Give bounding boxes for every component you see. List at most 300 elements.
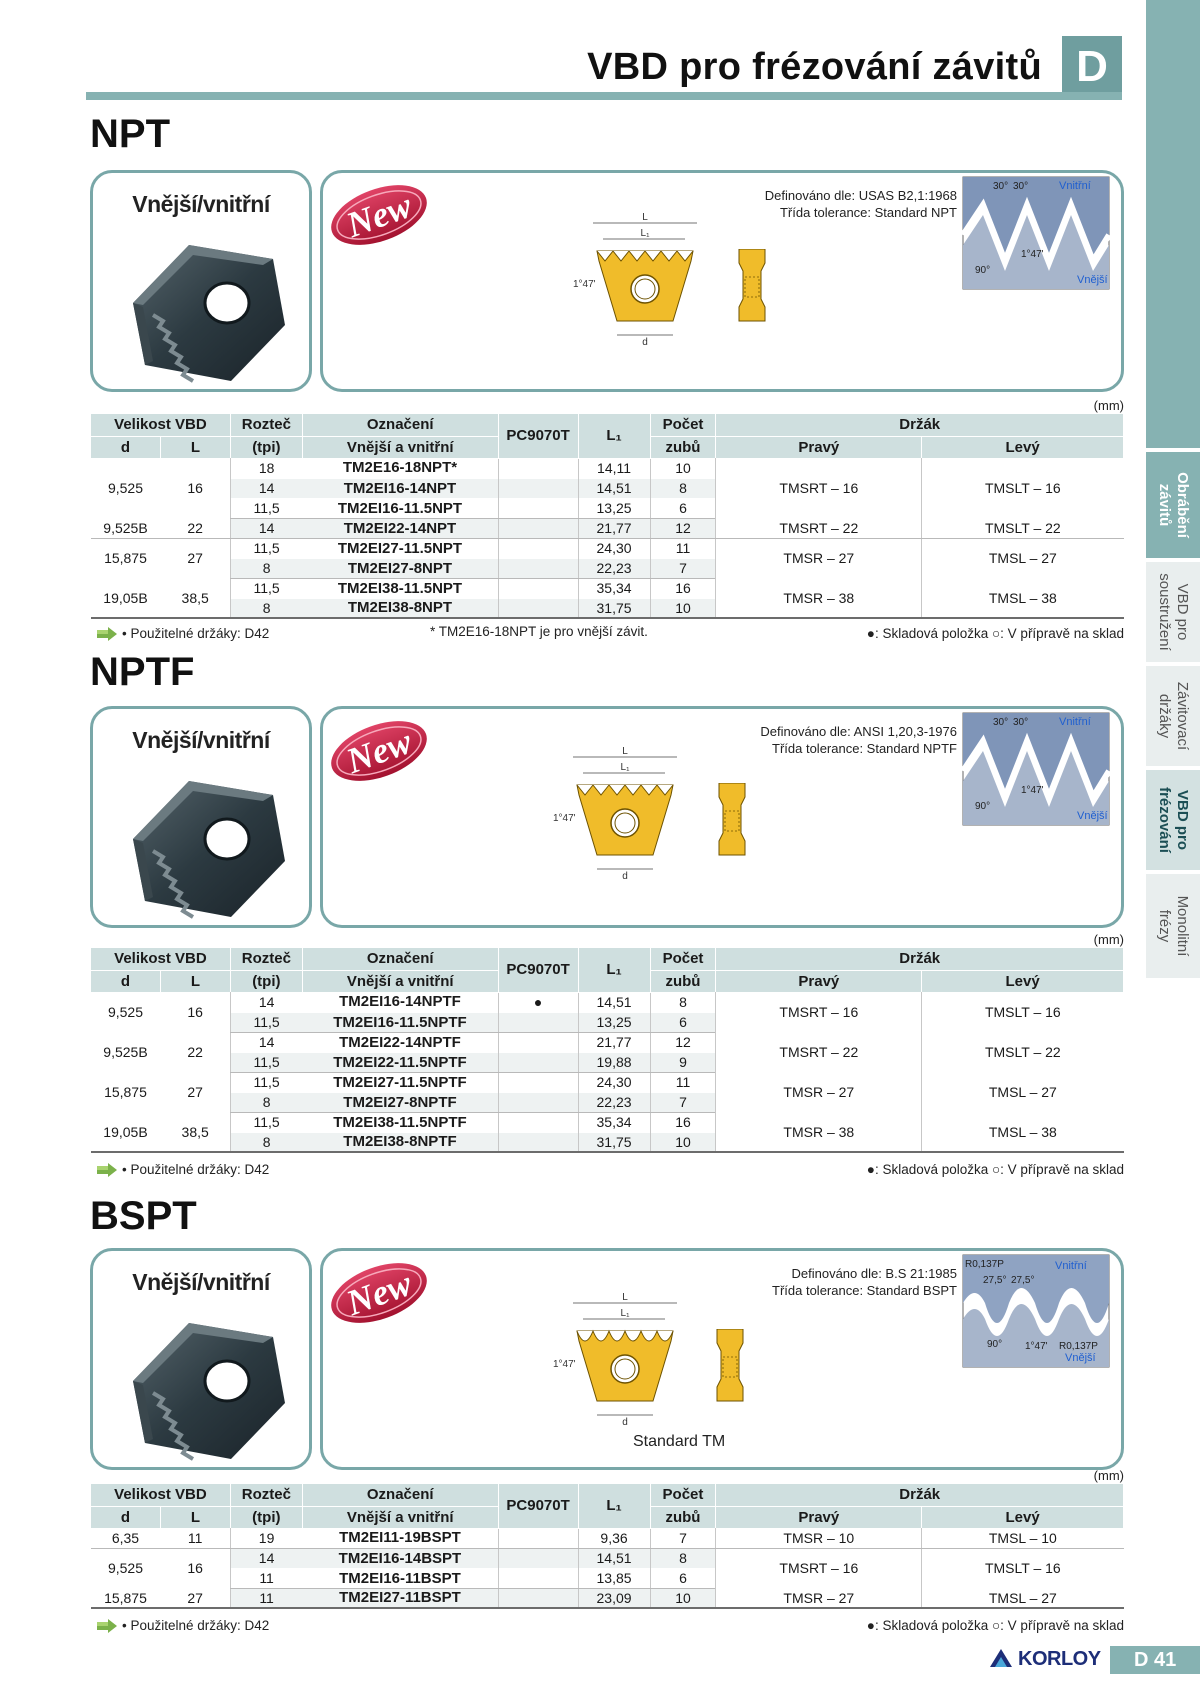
cell-tpi: 11,5: [230, 1112, 302, 1132]
cell-holder-left: TMSL – 10: [922, 1528, 1124, 1548]
cell-holder-left: TMSL – 38: [922, 1112, 1124, 1152]
bspt-insert-drawing: [553, 1291, 693, 1431]
cell-d: 9,525B: [91, 518, 161, 538]
cell-stock: [498, 578, 578, 598]
thread-outer-label: Vnější: [1077, 274, 1108, 286]
angle-275-label: 27,5°: [1011, 1275, 1035, 1286]
col-header-l: L: [160, 970, 230, 992]
col-header-d: d: [91, 970, 161, 992]
cell-l: 22: [160, 518, 230, 538]
stock-legend: ●: Skladová položka ○: V přípravě na sklad: [866, 626, 1124, 641]
cell-stock: [498, 458, 578, 478]
col-header-holder: Držák: [716, 1484, 1124, 1506]
cell-designation: TM2EI27-11BSPT: [302, 1588, 498, 1608]
cell-tpi: 14: [230, 992, 302, 1012]
cell-l: 16: [187, 1560, 203, 1576]
stock-legend: ●: Skladová položka ○: V přípravě na sklad: [866, 1162, 1124, 1177]
sidebar-tab-turning-inserts[interactable]: [1146, 562, 1200, 662]
npt-image-label: Vnější/vnitřní: [132, 191, 270, 217]
cell-stock: [498, 518, 578, 538]
cell-tpi: 11,5: [230, 1072, 302, 1092]
cell-designation: TM2EI22-14NPT: [302, 518, 498, 538]
cell-designation: TM2EI16-11BSPT: [302, 1568, 498, 1588]
cell-stock: [498, 1588, 578, 1608]
table-row: [91, 992, 1124, 1012]
dim-l1-label: L₁: [620, 762, 630, 773]
holders-text: • Použitelné držáky: D42: [122, 1618, 270, 1633]
header-rule: [86, 92, 1122, 100]
col-header-d: d: [91, 436, 161, 458]
cell-designation: TM2EI22-14NPTF: [339, 1033, 461, 1051]
table-row: [91, 458, 1124, 478]
new-badge-icon: [331, 185, 431, 255]
angle-90-label: 90°: [975, 265, 991, 276]
cell-l1: 13,25: [578, 498, 650, 518]
cell-l: 22: [187, 1044, 203, 1060]
cell-holder-right: TMSRT – 22: [716, 1032, 922, 1072]
col-header-ext-int: Vnější a vnitřní: [302, 1506, 498, 1528]
stock-legend: ●: Skladová položka ○: V přípravě na sklad: [866, 1618, 1124, 1633]
table-row: [91, 578, 1124, 598]
page-number: D 41: [1110, 1646, 1200, 1674]
cell-designation: TM2EI16-14NPT: [302, 478, 498, 498]
cell-l1: 14,51: [578, 478, 650, 498]
sidebar-tab-solid-mills[interactable]: [1146, 874, 1200, 978]
col-header-grade: PC9070T: [498, 414, 578, 458]
thread-inner-label: Vnitřní: [1059, 716, 1091, 728]
bspt-section-title: BSPT: [90, 1194, 197, 1238]
cell-l: 27: [187, 1084, 203, 1100]
cell-l1: 24,30: [578, 1072, 650, 1092]
cell-tpi: 11,5: [230, 498, 302, 518]
cell-tpi: 11: [230, 1588, 302, 1608]
cell-teeth: 16: [650, 1112, 716, 1132]
cell-l: 38,5: [181, 589, 209, 606]
cell-stock: [498, 1568, 578, 1588]
cell-teeth: 6: [650, 1012, 716, 1032]
cell-tpi: 14: [230, 1548, 302, 1568]
npt-holders-note: [96, 626, 269, 641]
cell-stock: [498, 1528, 578, 1548]
col-header-size: Velikost VBD: [91, 414, 231, 436]
col-header-designation: Označení: [302, 414, 498, 436]
angle-30-label: 30°: [1013, 717, 1029, 728]
cell-holder-right: TMSR – 27: [716, 538, 922, 578]
sidebar-tab-milling-inserts[interactable]: [1146, 770, 1200, 870]
col-header-teeth: Počet: [650, 948, 716, 970]
insert-photo-icon: [123, 781, 293, 921]
angle-147-label: 1°47': [1021, 249, 1044, 260]
thread-inner-label: Vnitřní: [1059, 180, 1091, 192]
cell-l: 11: [160, 1528, 230, 1548]
cell-tpi: 11,5: [230, 1052, 302, 1072]
cell-holder-left: TMSLT – 16: [922, 458, 1124, 518]
col-header-pitch: Rozteč: [230, 1484, 302, 1506]
table-row: [91, 1588, 1124, 1608]
cell-tpi: 8: [230, 1092, 302, 1112]
col-header-teeth-sub: zubů: [650, 436, 716, 458]
cell-holder-left: TMSL – 27: [922, 1588, 1124, 1608]
cell-teeth: 16: [650, 578, 716, 598]
sidebar-tab-threading[interactable]: [1146, 452, 1200, 558]
holders-text: • Použitelné držáky: D42: [122, 626, 270, 641]
cell-teeth: 6: [650, 498, 716, 518]
col-header-pitch: Rozteč: [230, 414, 302, 436]
cell-teeth: 12: [650, 1032, 716, 1052]
cell-stock: [498, 1132, 578, 1152]
sidebar-tab-label: VBD pro frézování: [1156, 787, 1191, 853]
cell-l1: 14,51: [578, 992, 650, 1012]
angle-90-label: 90°: [975, 801, 991, 812]
cell-holder-right: TMSR – 10: [716, 1528, 922, 1548]
cell-d: 9,525: [107, 479, 143, 496]
col-header-size: Velikost VBD: [91, 948, 231, 970]
cell-teeth: 11: [650, 1072, 716, 1092]
thread-profile-icon: [961, 711, 1111, 831]
cell-l: 16: [187, 1003, 203, 1020]
cell-tpi: 11: [230, 1568, 302, 1588]
angle-147-label: 1°47': [573, 279, 596, 290]
nptf-section-title: NPTF: [90, 650, 195, 694]
thread-profile-icon: [961, 1253, 1111, 1373]
cell-holder-left: TMSLT – 22: [922, 1032, 1124, 1072]
sidebar-tab-label: Monolitní frézy: [1156, 895, 1191, 957]
cell-teeth: 12: [650, 518, 716, 538]
table-row: [91, 1072, 1124, 1092]
radius-label: R0,137P: [965, 1259, 1004, 1270]
cell-l1: 9,36: [578, 1528, 650, 1548]
npt-definition-standard: Definováno dle: USAS B2,1:1968: [764, 188, 957, 203]
cell-tpi: 18: [230, 458, 302, 478]
cell-teeth: 9: [650, 1052, 716, 1072]
table-row: [91, 1032, 1124, 1052]
cell-designation: TM2EI38-8NPTF: [302, 1132, 498, 1152]
arrow-icon: [96, 627, 118, 641]
side-view-icon: [715, 783, 751, 859]
cell-stock: [498, 1072, 578, 1092]
bspt-product-image-panel: [90, 1248, 312, 1470]
table-row: [91, 1112, 1124, 1132]
col-header-left: Levý: [922, 1506, 1124, 1528]
dim-l-label: L: [642, 212, 648, 223]
dim-l1-label: L₁: [640, 228, 650, 239]
cell-designation: TM2EI38-8NPT: [302, 598, 498, 618]
cell-teeth: 10: [650, 598, 716, 618]
section-letter-badge: D: [1062, 36, 1122, 98]
dim-d-label: d: [622, 1417, 628, 1428]
cell-stock: [498, 538, 578, 558]
table-row: [91, 1548, 1124, 1568]
col-header-right: Pravý: [716, 970, 922, 992]
angle-147-label: 1°47': [1025, 1341, 1048, 1352]
cell-stock: [498, 558, 578, 578]
cell-tpi: 8: [230, 598, 302, 618]
npt-drawing-panel: [320, 170, 1124, 392]
col-header-teeth: Počet: [650, 1484, 716, 1506]
cell-l: 27: [160, 1588, 230, 1608]
radius-label: R0,137P: [1059, 1341, 1098, 1352]
bspt-definition-tolerance: Třída tolerance: Standard BSPT: [772, 1283, 957, 1298]
nptf-product-image-panel: [90, 706, 312, 928]
npt-product-image-panel: [90, 170, 312, 392]
cell-holder-left: TMSL – 27: [922, 538, 1124, 578]
col-header-ext-int: Vnější a vnitřní: [302, 970, 498, 992]
unit-label: (mm): [1093, 1468, 1124, 1483]
sidebar-tab-label: VBD pro soustružení: [1156, 573, 1191, 651]
angle-147-label: 1°47': [1021, 785, 1044, 796]
angle-275-label: 27,5°: [983, 1275, 1007, 1286]
cell-designation: TM2EI16-11.5NPT: [302, 498, 498, 518]
angle-30-label: 30°: [993, 717, 1009, 728]
cell-d: 6,35: [91, 1528, 161, 1548]
new-badge-icon: [331, 721, 431, 791]
unit-label: (mm): [1093, 398, 1124, 413]
arrow-icon: [96, 1619, 118, 1633]
brand-logo: [988, 1646, 1101, 1672]
nptf-insert-drawing: [553, 745, 693, 885]
table-row: [91, 518, 1124, 538]
cell-stock: [498, 1052, 578, 1072]
insert-photo-icon: [123, 1323, 293, 1463]
dim-d-label: d: [622, 871, 628, 882]
col-header-d: d: [91, 1506, 161, 1528]
col-header-grade: PC9070T: [498, 1484, 578, 1528]
side-view-icon: [735, 249, 771, 325]
brand-name: KORLOY: [1018, 1647, 1101, 1670]
cell-l: 38,5: [181, 1123, 209, 1140]
npt-definition: [765, 187, 957, 221]
holders-text: • Použitelné držáky: D42: [122, 1162, 270, 1177]
sidebar-tab-thread-holders[interactable]: [1146, 666, 1200, 766]
cell-designation: TM2EI16-14BSPT: [302, 1548, 498, 1568]
col-header-size: Velikost VBD: [91, 1484, 231, 1506]
cell-d: 19,05B: [103, 589, 148, 606]
cell-stock: [498, 1012, 578, 1032]
cell-tpi: 11,5: [230, 1012, 302, 1032]
cell-stock: [498, 478, 578, 498]
cell-stock: [498, 1032, 578, 1052]
page-title: VBD pro frézování závitů: [587, 46, 1042, 88]
cell-stock: [498, 1112, 578, 1132]
dim-l1-label: L₁: [620, 1308, 630, 1319]
angle-147-label: 1°47': [553, 1359, 576, 1370]
cell-holder-right: TMSRT – 16: [716, 458, 922, 518]
cell-teeth: 8: [650, 1548, 716, 1568]
cell-holder-right: TMSRT – 16: [716, 992, 922, 1032]
col-header-grade: PC9070T: [498, 948, 578, 992]
npt-spec-table: [90, 414, 1124, 619]
cell-l1: 14,11: [578, 458, 650, 478]
cell-stock: ●: [498, 992, 578, 1012]
chapter-sidebar: [1146, 0, 1200, 1698]
cell-designation: TM2EI27-8NPT: [302, 558, 498, 578]
cell-l1: 31,75: [578, 598, 650, 618]
col-header-teeth-sub: zubů: [650, 970, 716, 992]
col-header-designation: Označení: [302, 948, 498, 970]
page-header: [86, 36, 1122, 98]
npt-insert-drawing: [573, 211, 713, 351]
cell-d: 9,525: [107, 1003, 143, 1020]
cell-tpi: 19: [230, 1528, 302, 1548]
cell-teeth: 7: [650, 558, 716, 578]
cell-d: 15,875: [104, 1084, 147, 1100]
bspt-holders-note: [96, 1618, 269, 1633]
unit-label: (mm): [1093, 932, 1124, 947]
col-header-teeth: Počet: [650, 414, 716, 436]
thread-profile-icon: [961, 175, 1111, 295]
angle-147-label: 1°47': [553, 813, 576, 824]
cell-d: 9,525B: [103, 1044, 148, 1060]
cell-designation: TM2EI16-11.5NPTF: [302, 1012, 498, 1032]
cell-tpi: 8: [230, 558, 302, 578]
cell-l1: 13,25: [578, 1012, 650, 1032]
cell-holder-left: TMSLT – 16: [922, 1548, 1124, 1588]
thread-outer-label: Vnější: [1077, 810, 1108, 822]
col-header-left: Levý: [922, 436, 1124, 458]
new-badge-icon: [331, 1263, 431, 1333]
cell-teeth: 8: [650, 478, 716, 498]
cell-l1: 13,85: [578, 1568, 650, 1588]
cell-designation: TM2EI27-11.5NPT: [337, 539, 463, 557]
col-header-tpi: (tpi): [230, 970, 302, 992]
cell-designation: TM2EI38-11.5NPT: [337, 579, 463, 597]
col-header-l1: L₁: [578, 1484, 650, 1528]
cell-tpi: 14: [230, 518, 302, 538]
nptf-holders-note: [96, 1162, 269, 1177]
cell-stock: [498, 598, 578, 618]
cell-teeth: 10: [650, 1588, 716, 1608]
col-header-teeth-sub: zubů: [650, 1506, 716, 1528]
cell-tpi: 11,5: [230, 538, 302, 558]
table-row: [91, 1528, 1124, 1548]
angle-30-label: 30°: [993, 181, 1009, 192]
cell-l1: 21,77: [578, 518, 650, 538]
cell-teeth: 11: [650, 538, 716, 558]
cell-designation: TM2EI11-19BSPT: [302, 1528, 498, 1548]
cell-d: 19,05B: [103, 1123, 148, 1140]
cell-tpi: 8: [230, 1132, 302, 1152]
npt-definition-tolerance: Třída tolerance: Standard NPT: [779, 205, 957, 220]
sidebar-tab-label: Závitovací držáky: [1156, 681, 1191, 751]
cell-d: 9,525: [107, 1560, 143, 1576]
cell-l1: 14,51: [578, 1548, 650, 1568]
col-header-holder: Držák: [716, 948, 1124, 970]
col-header-l1: L₁: [578, 414, 650, 458]
col-header-tpi: (tpi): [230, 1506, 302, 1528]
nptf-spec-table: [90, 948, 1124, 1153]
cell-l1: 31,75: [578, 1132, 650, 1152]
bspt-definition-standard: Definováno dle: B.S 21:1985: [791, 1266, 957, 1281]
cell-tpi: 14: [230, 1032, 302, 1052]
cell-l1: 24,30: [578, 538, 650, 558]
cell-holder-left: TMSL – 38: [922, 578, 1124, 618]
cell-l: 16: [187, 479, 203, 496]
col-header-left: Levý: [922, 970, 1124, 992]
cell-teeth: 10: [650, 1132, 716, 1152]
cell-l1: 22,23: [578, 1092, 650, 1112]
col-header-right: Pravý: [716, 436, 922, 458]
table-row: [91, 538, 1124, 558]
cell-holder-right: TMSR – 27: [716, 1588, 922, 1608]
thread-inner-label: Vnitřní: [1055, 1260, 1087, 1272]
cell-d: 15,875: [91, 1588, 161, 1608]
cell-teeth: 10: [650, 458, 716, 478]
nptf-definition: [760, 723, 957, 757]
col-header-l: L: [160, 436, 230, 458]
nptf-image-label: Vnější/vnitřní: [132, 727, 270, 753]
sidebar-accent: [1146, 0, 1200, 448]
cell-holder-right: TMSR – 38: [716, 578, 922, 618]
col-header-holder: Držák: [716, 414, 1124, 436]
cell-l: 27: [187, 550, 203, 566]
bspt-definition: [772, 1265, 957, 1299]
sidebar-tab-label: Obrábění závitů: [1156, 472, 1191, 538]
col-header-right: Pravý: [716, 1506, 922, 1528]
bspt-spec-table: [90, 1484, 1124, 1609]
nptf-definition-standard: Definováno dle: ANSI 1,20,3-1976: [760, 724, 957, 739]
korloy-logo-icon: [988, 1647, 1014, 1671]
cell-holder-left: TMSLT – 22: [922, 518, 1124, 538]
cell-l1: 19,88: [578, 1052, 650, 1072]
cell-stock: [498, 498, 578, 518]
cell-designation: TM2EI38-11.5NPTF: [333, 1113, 467, 1131]
col-header-ext-int: Vnější a vnitřní: [302, 436, 498, 458]
npt-section-title: NPT: [90, 112, 170, 156]
cell-holder-right: TMSR – 27: [716, 1072, 922, 1112]
cell-tpi: 11,5: [230, 578, 302, 598]
cell-teeth: 7: [650, 1528, 716, 1548]
cell-stock: [498, 1548, 578, 1568]
cell-designation: TM2EI16-14NPTF: [339, 993, 461, 1011]
dim-d-label: d: [642, 337, 648, 348]
col-header-designation: Označení: [302, 1484, 498, 1506]
cell-d: 15,875: [104, 550, 147, 566]
cell-l1: 22,23: [578, 558, 650, 578]
arrow-icon: [96, 1163, 118, 1177]
dim-l-label: L: [622, 1292, 628, 1303]
insert-photo-icon: [123, 245, 293, 385]
bspt-drawing-panel: [320, 1248, 1124, 1470]
cell-designation: TM2EI22-11.5NPTF: [302, 1052, 498, 1072]
cell-l1: 23,09: [578, 1588, 650, 1608]
cell-holder-right: TMSRT – 22: [716, 518, 922, 538]
col-header-pitch: Rozteč: [230, 948, 302, 970]
cell-holder-right: TMSR – 38: [716, 1112, 922, 1152]
cell-holder-left: TMSLT – 16: [922, 992, 1124, 1032]
npt-footnote: * TM2E16-18NPT je pro vnější závit.: [430, 624, 648, 639]
cell-l1: 35,34: [578, 578, 650, 598]
cell-holder-left: TMSL – 27: [922, 1072, 1124, 1112]
cell-l1: 35,34: [578, 1112, 650, 1132]
bspt-standard-label: Standard TM: [633, 1433, 726, 1450]
cell-teeth: 6: [650, 1568, 716, 1588]
cell-designation: TM2E16-18NPT*: [342, 459, 458, 477]
cell-teeth: 7: [650, 1092, 716, 1112]
col-header-tpi: (tpi): [230, 436, 302, 458]
cell-teeth: 8: [650, 992, 716, 1012]
side-view-icon: [713, 1329, 749, 1405]
bspt-image-label: Vnější/vnitřní: [132, 1269, 270, 1295]
cell-tpi: 14: [230, 478, 302, 498]
angle-90-label: 90°: [987, 1339, 1003, 1350]
col-header-l: L: [160, 1506, 230, 1528]
angle-30-label: 30°: [1013, 181, 1029, 192]
cell-holder-right: TMSRT – 16: [716, 1548, 922, 1588]
nptf-definition-tolerance: Třída tolerance: Standard NPTF: [772, 741, 957, 756]
cell-designation: TM2EI27-8NPTF: [302, 1092, 498, 1112]
dim-l-label: L: [622, 746, 628, 757]
cell-stock: [498, 1092, 578, 1112]
